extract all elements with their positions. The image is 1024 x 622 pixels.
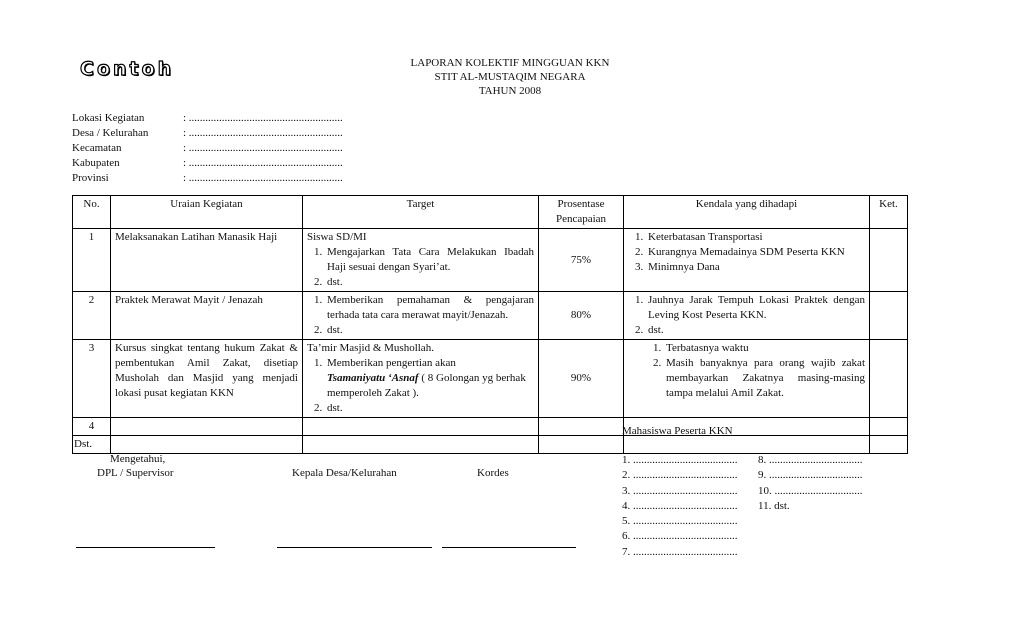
location-info bbox=[72, 111, 343, 186]
info-label: Desa / Kelurahan bbox=[72, 127, 149, 139]
cell-ket bbox=[870, 436, 908, 454]
kendala-item: 2. Masih banyaknya para orang wajib zakat membayarkan Zakatnya masing-masing tampa melalui Amil Zakat. bbox=[664, 356, 865, 401]
cell-prosentase: 80% bbox=[539, 292, 624, 340]
cell-prosentase bbox=[539, 418, 624, 436]
cell-no: Dst. bbox=[73, 436, 111, 454]
cell-prosentase: 90% bbox=[539, 340, 624, 418]
cell-kendala bbox=[624, 229, 870, 292]
mahasiswa-slot: 3. ...................................... bbox=[622, 484, 738, 497]
kordes-label: Kordes bbox=[477, 467, 509, 479]
cell-no: 1 bbox=[73, 229, 111, 292]
info-label: Provinsi bbox=[72, 172, 109, 184]
mahasiswa-slot: 9. .................................. bbox=[758, 469, 863, 482]
info-label: Lokasi Kegiatan bbox=[72, 112, 145, 124]
mahasiswa-slot: 1. ...................................... bbox=[622, 454, 738, 466]
mahasiswa-slot: 4. ...................................... bbox=[622, 499, 738, 512]
cell-uraian bbox=[111, 436, 303, 454]
cell-target bbox=[303, 418, 539, 436]
col-header-no: No. bbox=[73, 196, 111, 229]
signature-line-kordes bbox=[442, 547, 576, 548]
mahasiswa-title: Mahasiswa Peserta KKN bbox=[622, 425, 733, 437]
cell-prosentase bbox=[539, 436, 624, 454]
mahasiswa-slot: 7. ...................................... bbox=[622, 545, 738, 558]
col-header-ket: Ket. bbox=[870, 196, 908, 229]
info-label: Kecamatan bbox=[72, 142, 122, 154]
kendala-item: 1. Terbatasnya waktu bbox=[664, 341, 865, 356]
info-value: : ........................................................ bbox=[183, 112, 343, 124]
cell-uraian: Melaksanakan Latihan Manasik Haji bbox=[111, 229, 303, 292]
cell-target bbox=[303, 436, 539, 454]
cell-no: 4 bbox=[73, 418, 111, 436]
target-item-text: Memberikan pengertian akan bbox=[327, 357, 456, 369]
target-item: 2. dst. bbox=[325, 323, 534, 338]
target-heading: Siswa SD/MI bbox=[307, 231, 367, 243]
cell-target bbox=[303, 292, 539, 340]
table-row bbox=[73, 292, 908, 340]
mahasiswa-slot: 8. .................................. bbox=[758, 454, 863, 466]
header-year: TAHUN 2008 bbox=[478, 85, 542, 97]
target-item-emphasis: Tsamaniyatu ‘Asnaf bbox=[327, 372, 419, 384]
cell-target bbox=[303, 340, 539, 418]
mahasiswa-slot: 11. dst. bbox=[758, 499, 790, 512]
cell-ket bbox=[870, 229, 908, 292]
header-title: LAPORAN KOLEKTIF MINGGUAN KKN bbox=[410, 57, 610, 69]
signature-line-kepala-desa bbox=[277, 547, 432, 548]
cell-prosentase: 75% bbox=[539, 229, 624, 292]
signature-line-dpl bbox=[76, 547, 215, 548]
target-item: 2. dst. bbox=[325, 275, 534, 290]
cell-no: 3 bbox=[73, 340, 111, 418]
table-row bbox=[73, 418, 908, 436]
cell-uraian bbox=[111, 418, 303, 436]
info-row-provinsi bbox=[72, 171, 343, 186]
mahasiswa-slot: 6. ...................................... bbox=[622, 530, 738, 543]
cell-target bbox=[303, 229, 539, 292]
target-item: 1. Mengajarkan Tata Cara Melakukan Ibadah Haji sesuai dengan Syari’at. bbox=[325, 245, 534, 275]
kendala-item: 2. dst. bbox=[646, 323, 865, 338]
table-row bbox=[73, 340, 908, 418]
kendala-item: 1. Jauhnya Jarak Tempuh Lokasi Praktek dengan Leving Kost Peserta KKN. bbox=[646, 293, 865, 323]
cell-kendala bbox=[624, 436, 870, 454]
cell-uraian: Kursus singkat tentang hukum Zakat & pembentukan Amil Zakat, disetiap Musholah dan Masjid yang menjadi lokasi pusat kegiatan KKN bbox=[111, 340, 303, 418]
target-item: 1. Memberikan pemahaman & pengajaran terhada tata cara merawat mayit/Jenazah. bbox=[325, 293, 534, 323]
cell-ket bbox=[870, 340, 908, 418]
info-value: : ........................................................ bbox=[183, 127, 343, 139]
col-header-prosentase: Prosentase Pencapaian bbox=[539, 196, 624, 229]
col-header-target: Target bbox=[303, 196, 539, 229]
table-header-row bbox=[73, 196, 908, 229]
mahasiswa-list-2 bbox=[758, 453, 863, 514]
cell-uraian: Praktek Merawat Mayit / Jenazah bbox=[111, 292, 303, 340]
mahasiswa-slot: 2. ...................................... bbox=[622, 469, 738, 482]
info-row-desa bbox=[72, 126, 343, 141]
mahasiswa-slot: 5. ...................................... bbox=[622, 515, 738, 528]
target-item bbox=[325, 356, 534, 401]
target-item-text: ( 8 Golongan yg berhak memperoleh Zakat ). bbox=[327, 372, 526, 399]
mahasiswa-list-1 bbox=[622, 453, 738, 560]
info-row-lokasi bbox=[72, 111, 343, 126]
info-row-kabupaten bbox=[72, 156, 343, 171]
info-row-kecamatan bbox=[72, 141, 343, 156]
cell-ket bbox=[870, 292, 908, 340]
kendala-item: 3. Minimnya Dana bbox=[646, 260, 865, 275]
contoh-watermark: Contoh bbox=[80, 58, 175, 80]
table-row bbox=[73, 436, 908, 454]
table-row bbox=[73, 229, 908, 292]
mahasiswa-slot: 10. ................................ bbox=[758, 484, 863, 497]
cell-kendala bbox=[624, 340, 870, 418]
col-header-kendala: Kendala yang dihadapi bbox=[624, 196, 870, 229]
cell-kendala bbox=[624, 292, 870, 340]
report-header bbox=[360, 56, 660, 98]
info-value: : ........................................................ bbox=[183, 172, 343, 184]
info-value: : ........................................................ bbox=[183, 157, 343, 169]
target-item: 2. dst. bbox=[325, 401, 534, 416]
header-institution: STIT AL-MUSTAQIM NEGARA bbox=[434, 71, 586, 83]
cell-ket bbox=[870, 418, 908, 436]
kendala-item: 2. Kurangnya Memadainya SDM Peserta KKN bbox=[646, 245, 865, 260]
activity-table bbox=[72, 195, 908, 454]
cell-no: 2 bbox=[73, 292, 111, 340]
kepala-desa-label: Kepala Desa/Kelurahan bbox=[292, 467, 397, 479]
info-label: Kabupaten bbox=[72, 157, 120, 169]
target-heading: Ta’mir Masjid & Mushollah. bbox=[307, 342, 434, 354]
dpl-label: DPL / Supervisor bbox=[97, 467, 174, 479]
kendala-item: 1. Keterbatasan Transportasi bbox=[646, 230, 865, 245]
mengetahui-label: Mengetahui, bbox=[110, 453, 166, 465]
col-header-uraian: Uraian Kegiatan bbox=[111, 196, 303, 229]
info-value: : ........................................................ bbox=[183, 142, 343, 154]
